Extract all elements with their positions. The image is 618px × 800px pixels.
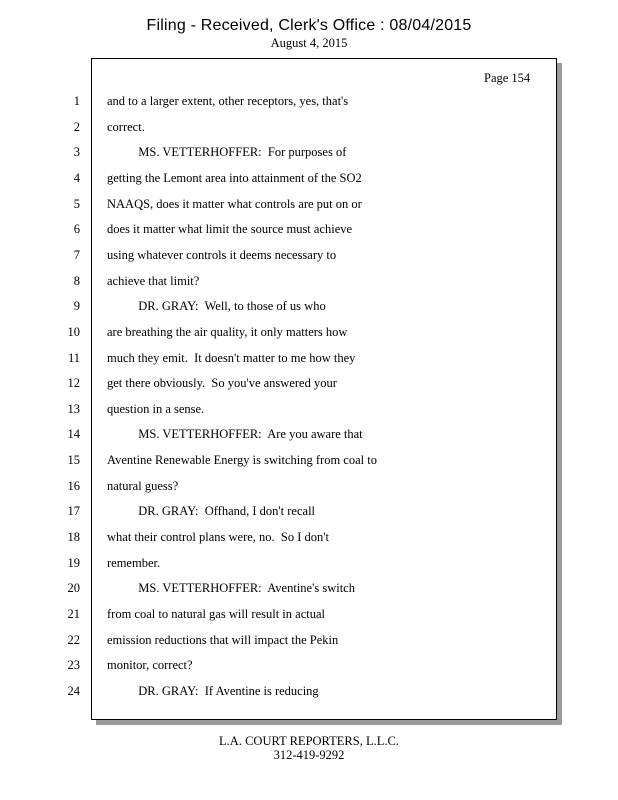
- line-text: emission reductions that will impact the Pekin: [107, 633, 339, 647]
- line-number: 24: [67, 684, 80, 698]
- line-text: remember.: [107, 556, 161, 570]
- line-text: getting the Lemont area into attainment of the SO2: [107, 171, 362, 185]
- line-number: 8: [73, 274, 80, 288]
- line-text: question in a sense.: [107, 402, 205, 416]
- line-text: MS. VETTERHOFFER: Are you aware that: [107, 427, 363, 441]
- line-text: from coal to natural gas will result in actual: [107, 607, 325, 621]
- line-number: 22: [67, 633, 80, 647]
- filing-date: August 4, 2015: [270, 36, 348, 50]
- line-number: 19: [67, 556, 80, 570]
- line-text: get there obviously. So you've answered your: [107, 376, 337, 390]
- line-number: 4: [73, 171, 80, 185]
- line-text: MS. VETTERHOFFER: For purposes of: [107, 145, 347, 159]
- line-number: 2: [73, 120, 80, 134]
- line-number: 20: [67, 581, 80, 595]
- line-text: and to a larger extent, other receptors, yes, that's: [107, 94, 349, 108]
- line-number: 7: [73, 248, 80, 262]
- line-number: 1: [73, 94, 80, 108]
- line-number: 6: [73, 222, 80, 236]
- line-number: 11: [67, 351, 80, 365]
- line-text: using whatever controls it deems necessary to: [107, 248, 337, 262]
- line-number: 13: [67, 402, 80, 416]
- line-text: DR. GRAY: Offhand, I don't recall: [107, 504, 316, 518]
- line-number: 12: [67, 376, 80, 390]
- line-number: 17: [67, 504, 80, 518]
- line-text: what their control plans were, no. So I don't: [107, 530, 329, 544]
- line-number: 10: [67, 325, 80, 339]
- line-number: 9: [73, 299, 80, 313]
- line-text: achieve that limit?: [107, 274, 200, 288]
- line-number: 14: [67, 427, 80, 441]
- line-text: does it matter what limit the source must achieve: [107, 222, 353, 236]
- line-text: DR. GRAY: Well, to those of us who: [107, 299, 326, 313]
- line-text: NAAQS, does it matter what controls are put on or: [107, 197, 362, 211]
- line-text: MS. VETTERHOFFER: Aventine's switch: [107, 581, 355, 595]
- line-number: 15: [67, 453, 80, 467]
- footer-phone: 312-419-9292: [273, 748, 345, 762]
- footer-company: L.A. COURT REPORTERS, L.L.C.: [219, 734, 399, 748]
- line-text: correct.: [107, 120, 145, 134]
- line-number: 23: [67, 658, 80, 672]
- line-text: much they emit. It doesn't matter to me how they: [107, 351, 356, 365]
- line-text: DR. GRAY: If Aventine is reducing: [107, 684, 319, 698]
- line-text: natural guess?: [107, 479, 179, 493]
- line-number: 21: [67, 607, 80, 621]
- line-number: 5: [73, 197, 80, 211]
- page-number: Page 154: [484, 71, 531, 85]
- line-number: 3: [73, 145, 80, 159]
- line-number: 16: [67, 479, 80, 493]
- line-text: Aventine Renewable Energy is switching from coal to: [107, 453, 377, 467]
- line-text: monitor, correct?: [107, 658, 193, 672]
- line-text: are breathing the air quality, it only matters how: [107, 325, 348, 339]
- line-number: 18: [67, 530, 80, 544]
- filing-stamp: Filing - Received, Clerk's Office : 08/04/2015: [146, 17, 472, 34]
